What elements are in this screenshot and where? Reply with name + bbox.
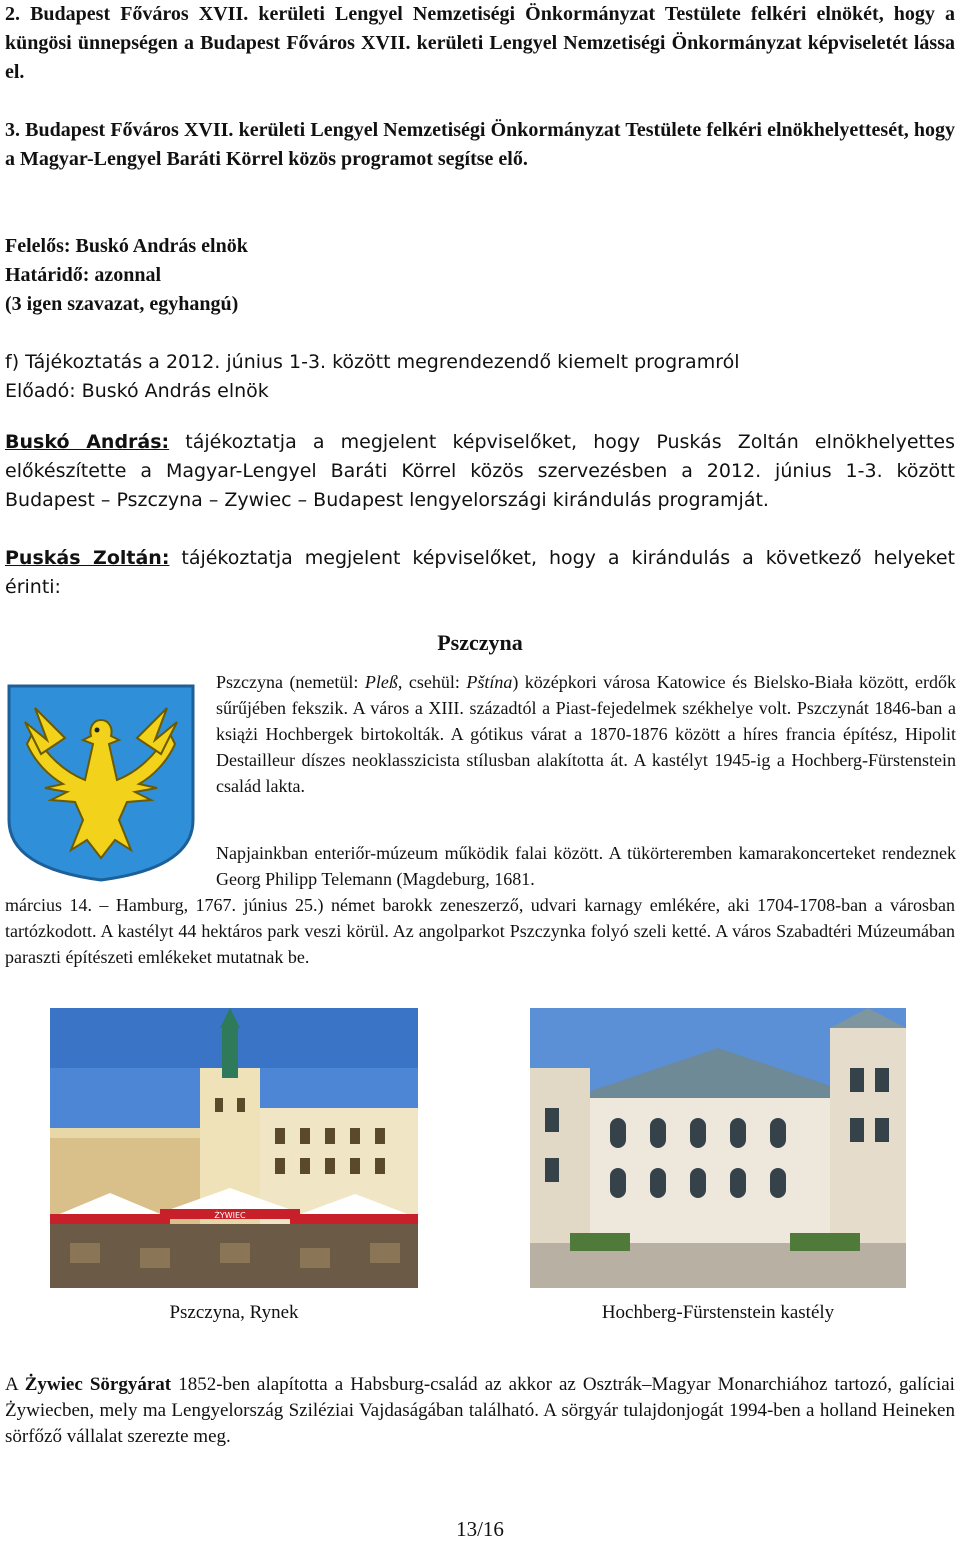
deadline-line: Határidő: azonnal [5, 264, 162, 286]
statement-puskas [5, 544, 955, 602]
caption-castle: Hochberg-Fürstenstein kastély [601, 1302, 835, 1323]
section-f-speaker: Előadó: Buskó András elnök [5, 380, 269, 402]
coat-of-arms [5, 680, 197, 885]
text-run: 1852-ben alapította a Habsburg-család az akkor az Osztrák–Magyar Monarchiához tartozó, galíciai Żywiecben, mely ma Lengyelország Sziléziai Vajdaságában található. A sörgyár tulajdonjogát 1994-ben a holland Heineken sörfőző vállalat szerezte meg. [5, 1374, 955, 1447]
eagle-shield-icon [5, 680, 197, 885]
statement-busko [5, 428, 955, 515]
zywiec-paragraph [5, 1372, 955, 1450]
photo-castle [530, 1008, 906, 1288]
page-number: 13/16 [456, 1517, 504, 1541]
czech-name: Pštína [466, 672, 513, 692]
resolution-item-2: 2. Budapest Főváros XVII. kerületi Lengyel Nemzetiségi Önkormányzat Testülete felkéri elnökét, hogy a küngösi ünnepségen a Budapest Főváros XVII. kerületi Lengyel Nemzetiségi Önkormányzat képviseletét lássa el. [5, 3, 955, 83]
speaker-name: Puskás Zoltán: [5, 547, 170, 569]
responsible-line: Felelős: Buskó András elnök [5, 235, 248, 257]
statement-text: tájékoztatja megjelent képviselőket, hogy a kirándulás a következő helyeket érinti: [5, 547, 955, 598]
resolution-meta [5, 232, 955, 319]
text-run: , csehül: [397, 672, 467, 692]
text-run: ) középkori városa Katowice és Bielsko-Biała között, erdők sűrűjében fekszik. A város a XIII. századtól a Piast-fejedelmek székhelye volt. Pszczynát 1846-ban a książi Hochbergek birtokolták. A gótikus várat a 1870-1876 között a híres francia építész, Hipolit Destailleur díszes neoklasszicista stílusban alakította át. A kastélyt 1945-ig a Hochberg-Fürstenstein család lakta. [216, 672, 956, 796]
brewery-name: Żywiec Sörgyárat [24, 1374, 172, 1395]
section-f [5, 348, 955, 406]
statement-text: tájékoztatja a megjelent képviselőket, hogy Puskás Zoltán elnökhelyettes előkészítette a Magyar-Lengyel Baráti Körrel közös szervezésben a 2012. június 1-3. között Budapest – Pszczyna – Zywiec – Budapest lengyelországi kirándulás programját. [5, 431, 955, 511]
section-f-title: f) Tájékoztatás a 2012. június 1-3. között megrendezendő kiemelt programról [5, 351, 740, 373]
pszczyna-paragraph-2a: Napjainkban enteriőr-múzeum működik falai között. A tükörteremben kamarakoncerteket rendeznek Georg Philipp Telemann (Magdeburg, 1681. [216, 843, 956, 889]
vote-line: (3 igen szavazat, egyhangú) [5, 293, 239, 315]
text-run: Pszczyna (nemetül: [216, 672, 365, 692]
speaker-name: Buskó András: [5, 431, 170, 453]
caption-rynek: Pszczyna, Rynek [169, 1302, 299, 1323]
resolution-item-3: 3. Budapest Főváros XVII. kerületi Lengyel Nemzetiségi Önkormányzat Testülete felkéri elnökhelyettesét, hogy a Magyar-Lengyel Baráti Körrel közös programot segítse elő. [5, 119, 955, 170]
pszczyna-heading: Pszczyna [437, 630, 523, 655]
german-name: Pleß [364, 672, 398, 692]
text-run: A [5, 1374, 25, 1395]
pszczyna-paragraph-2b: március 14. – Hamburg, 1767. június 25.) német barokk zeneszerző, udvari karnagy emlékére, aki 1704-1708-ban a városban tartózkodott. A kastélyt 44 hektáros park veszi körül. Az angolparkot Pszczynka folyó szeli ketté. A város Szabadtéri Múzeumában paraszti építészeti emlékeket mutatnak be. [5, 895, 955, 967]
umbrella-brand: ŻYWIEC [214, 1211, 246, 1220]
photo-rynek [50, 1008, 418, 1288]
pszczyna-paragraph-1 [216, 669, 956, 799]
